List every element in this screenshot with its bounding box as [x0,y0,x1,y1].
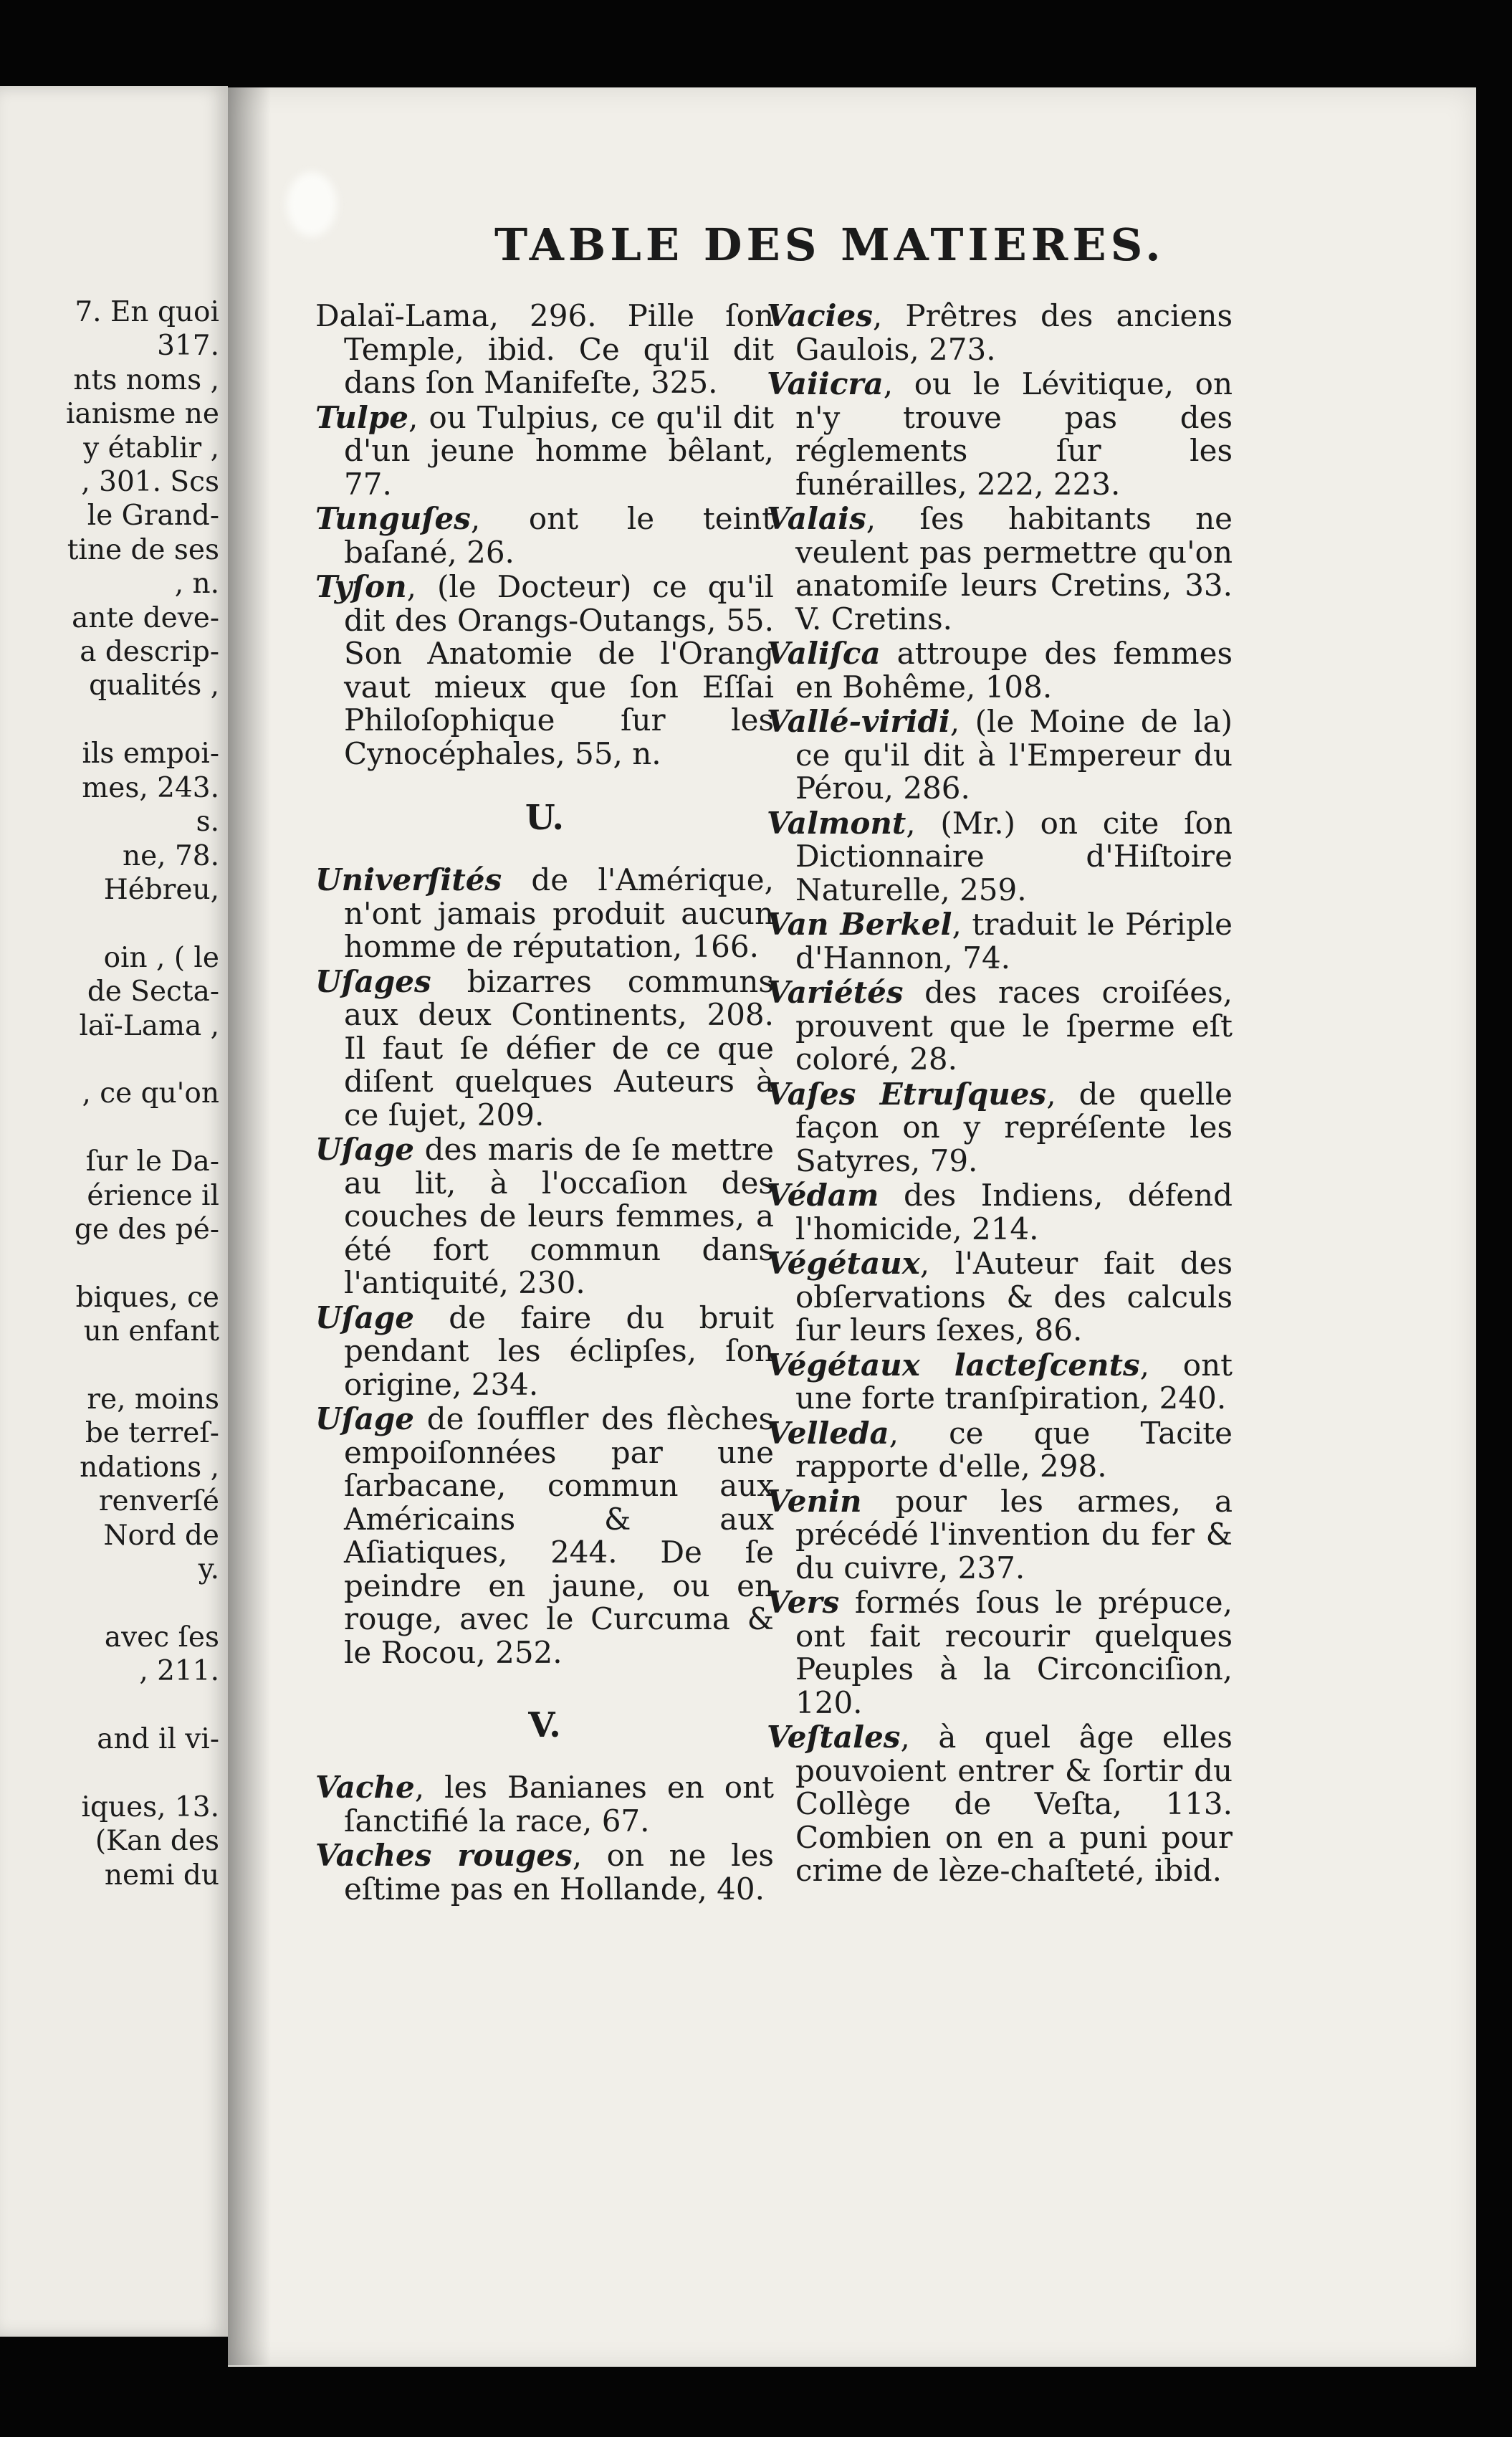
entry-headword: Vaſes Etruſques [767,1076,1047,1112]
entry-headword: Uſage [315,1132,414,1167]
facing-page-line: ianisme ne [66,398,219,431]
facing-page-line [4,1586,219,1620]
index-entry [315,1839,774,1906]
index-entry [767,300,1233,366]
entry-headword: Veſtales [767,1720,901,1755]
index-entry [315,502,774,569]
index-entry [767,807,1233,907]
facing-page-line: 7. En quoi [75,296,219,328]
index-entry [315,300,774,400]
entry-text: , (le Moine de la) ce qu'il dit à l'Empereur du Pérou, 286. [795,704,1233,806]
facing-page-line: avec ſes [104,1621,219,1654]
facing-page-line: mes, 243. [82,771,219,804]
entry-text: bizarres communs aux deux Continents, 208. Il faut ſe défier de ce que diſent quelques Auteurs à ce ſujet, 209. [344,963,774,1132]
entry-text: de l'Amérique, n'ont jamais produit aucun homme de réputation, 166. [344,862,774,964]
facing-page-line: Nord de [103,1519,219,1552]
index-entry [767,1721,1233,1888]
facing-page-line [4,907,219,940]
entry-headword: Univerſités [315,862,502,897]
entry-text: des Indiens, défend l'homicide, 214. [795,1178,1233,1246]
facing-page-line: oin , ( le [103,941,219,974]
entry-text: , ont le teint baſané, 26. [344,501,774,570]
entry-headword: Vallé-viridi [767,704,950,739]
facing-page-line: érience il [87,1179,219,1212]
facing-page-line: s. [196,806,219,839]
entry-text: , ou Tulpius, ce qu'il dit d'un jeune homme bêlant, 77. [344,399,774,502]
index-entry [767,1349,1233,1416]
entry-text: attroupe des femmes en Bohême, 108. [795,636,1233,705]
index-entry [315,1771,774,1838]
entry-headword: Uſages [315,963,431,999]
index-entry [315,401,774,502]
facing-page-line: ndations , [80,1451,219,1484]
index-entry [767,637,1233,704]
entry-headword: Vache [315,1770,415,1805]
entries-u-section [315,864,774,1669]
index-entry [767,1586,1233,1720]
entry-headword: Variétés [767,975,904,1010]
entry-headword: Valmont [767,805,906,841]
facing-page-line: , 301. Scs [81,466,219,499]
entry-text: de ſouffler des flèches empoiſonnées par une ſarbacane, commun aux Américains & aux Aſiatiques, 244. De ſe peindre en jaune, ou en rouge, avec le Curcuma & le Rocou, 252. [344,1401,774,1670]
index-entry [767,1485,1233,1585]
facing-page-line [4,1043,219,1077]
entry-headword: Tulpe [315,399,408,435]
entry-headword: Vers [767,1585,840,1620]
facing-page-line [4,1246,219,1280]
entry-headword: Vaches rouges [315,1838,573,1873]
index-column-left [315,300,774,1907]
index-entry [767,1179,1233,1246]
facing-page-line: un enfant [83,1315,219,1348]
facing-page-line: a descrip- [80,636,219,669]
entry-text: , traduit le Périple d'Hannon, 74. [795,907,1233,976]
entry-text: pour les armes, a précédé l'invention du fer & du cuivre, 237. [795,1483,1233,1585]
entry-text: de faire du bruit pendant les éclipſes, ſon origine, 234. [344,1299,774,1402]
entry-text: , ce que Tacite rapporte d'elle, 298. [795,1415,1233,1484]
entry-text: formés ſous le prépuce, ont fait recourir quelques Peuples à la Circonciſion, 120. [795,1585,1233,1720]
entry-text: des maris de ſe mettre au lit, à l'occaſion des couches de leurs femmes, a été fort commun dans l'antiquité, 230. [344,1132,774,1300]
entry-headword: Valiſca [767,636,881,671]
entry-text: , on ne les eſtime pas en Hollande, 40. [344,1838,774,1907]
facing-page-line: laï-Lama , [79,1009,219,1042]
facing-page-line: Hébreu, [103,873,219,906]
entry-headword: Velleda [767,1415,889,1451]
facing-page-line: (Kan des [95,1825,219,1858]
entry-headword: Végétaux [767,1246,920,1281]
page-gutter-shadow [228,86,271,2365]
section-letter-v: V. [528,1705,561,1745]
entry-text: , ou le Lévitique, on n'y trouve pas des réglements ſur les funérailles, 222, 223. [795,366,1233,502]
facing-page-line: ne, 78. [122,839,219,872]
facing-page-line: ante deve- [72,601,219,634]
entry-text: , de quelle façon on y repréſente les Satyres, 79. [795,1076,1233,1178]
facing-page-line: 317. [157,330,219,363]
facing-page-line: nts noms , [73,363,219,396]
index-entry [767,502,1233,636]
paper-stain [287,172,337,237]
facing-page-line: ſur le Da- [85,1145,219,1178]
facing-page-line [4,1349,219,1383]
entry-headword: Venin [767,1483,862,1519]
facing-page-lines [4,295,219,1892]
index-entry [315,1403,774,1669]
facing-page-line: de Secta- [87,976,219,1008]
entry-text: , l'Auteur fait des obſervations & des calculs ſur leurs ſexes, 86. [795,1246,1233,1348]
index-entry [767,1247,1233,1348]
entry-headword: Vaiicra [767,366,884,401]
index-entry [767,1078,1233,1178]
entries-t-section [315,300,774,771]
facing-page-line: ge des pé- [74,1213,219,1246]
facing-page-line: and il vi- [97,1723,219,1756]
index-entry [315,965,774,1132]
entries-v-continued [767,300,1233,1888]
entry-text: , Prêtres des anciens Gaulois, 273. [795,298,1233,367]
facing-page-line: y établir , [83,431,219,464]
index-entry [315,1133,774,1300]
entry-headword: Valais [767,501,866,536]
facing-page-line: le Grand- [87,500,219,533]
facing-page-line: re, moins [87,1383,219,1416]
index-entry [315,571,774,771]
index-entry [315,864,774,964]
facing-page-line [4,1111,219,1145]
facing-page-line [4,1689,219,1722]
facing-page-line: qualités , [89,669,219,702]
index-entry [767,1417,1233,1484]
entry-text: , (Mr.) on cite ſon Dictionnaire d'Hiſtoire Naturelle, 259. [795,805,1233,907]
facing-page-line: nemi du [104,1859,219,1892]
entry-text: des races croiſées, prouvent que le ſperme eſt coloré, 28. [795,975,1233,1077]
entry-headword: Uſage [315,1401,414,1436]
entry-text: , ſes habitants ne veulent pas permettre qu'on anatomiſe leurs Cretins, 33. V. Cretins. [795,501,1233,636]
entries-v-section [315,1771,774,1906]
index-entry [767,705,1233,806]
facing-page-line: biques, ce [75,1281,219,1314]
facing-page-line: , 211. [139,1655,219,1688]
section-letter-u: U. [525,798,565,838]
facing-page-fragment [0,86,228,2337]
facing-page-line: , ce qu'on [82,1077,219,1110]
facing-page-line: , n. [174,568,219,601]
index-entry [767,368,1233,501]
index-entry [315,1299,774,1402]
facing-page-line: ils empoi- [82,738,219,771]
entry-headword: Tunguſes [315,501,471,536]
entry-text: , ont une forte tranſpiration, 240. [795,1347,1233,1416]
entry-headword: Uſage [315,1299,414,1335]
page-title: TABLE DES MATIERES. [494,219,1165,271]
index-entry [767,908,1233,975]
entry-headword: Tyſon [315,569,407,604]
entry-text: , à quel âge elles pouvoient entrer & ſortir du Collège de Veſta, 113. Combien on en a puni pour crime de lèze-chaſteté, ibid. [795,1720,1233,1888]
entry-headword: Vacies [767,298,873,333]
facing-page-line: be terreſ- [85,1417,219,1450]
facing-page-line: y. [198,1553,219,1586]
index-column-right [767,300,1233,1889]
entry-headword: Van Berkel [767,907,952,942]
entry-text: Dalaï-Lama, 296. Pille ſon Temple, ibid. Ce qu'il dit dans ſon Manifeſte, 325. [315,298,774,400]
entry-text: , les Banianes en ont ſanctifié la race, 67. [344,1770,774,1839]
facing-page-line: iques, 13. [81,1790,219,1823]
facing-page-line [4,703,219,737]
facing-page-line: tine de ses [67,533,219,566]
entry-text: , (le Docteur) ce qu'il dit des Orangs-Outangs, 55. Son Anatomie de l'Orang vaut mieux que ſon Eſſai Philoſophique ſur les Cynocéphales, 55, n. [344,569,774,771]
facing-page-line: renverſé [98,1485,219,1518]
entry-headword: Védam [767,1178,879,1213]
index-entry [767,976,1233,1077]
facing-page-line [4,1756,219,1790]
entry-headword: Végétaux lacteſcents [767,1347,1140,1383]
